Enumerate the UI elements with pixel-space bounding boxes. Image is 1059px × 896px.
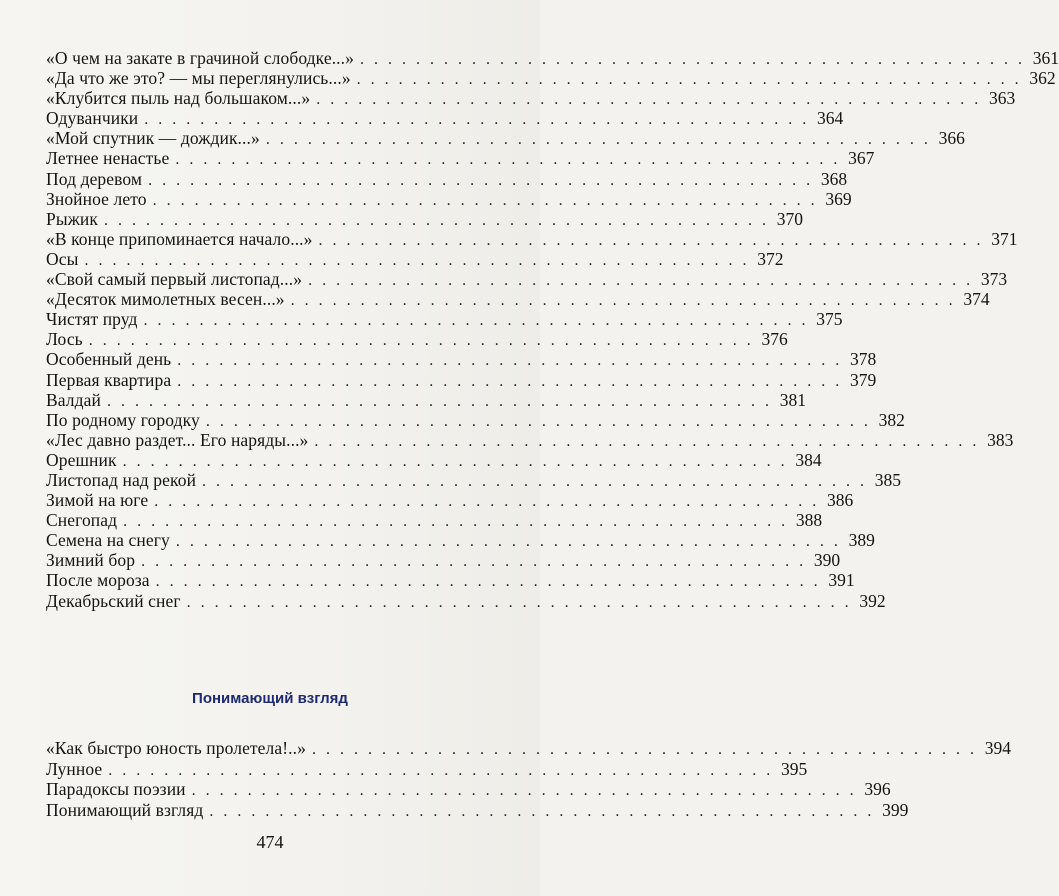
dot-leader [308,271,973,291]
dot-leader [108,761,773,781]
toc-entry-title: Понимающий взгляд [46,799,204,820]
dot-leader [89,331,754,351]
dot-leader [141,552,806,572]
toc-entry-page: 368 [820,168,848,189]
dot-leader [177,372,842,392]
dot-leader [202,472,867,492]
toc-entry-title: Рыжик [46,208,98,229]
toc-entry [46,88,1016,109]
toc-entry [46,369,877,390]
toc-entry-page: 390 [813,550,841,571]
toc-entry-page: 374 [963,289,990,310]
toc-entry-title: «Лес давно раздет... Его наряды...» [46,429,309,450]
toc-entry-title: «Как быстро юность пролетела!..» [46,738,306,758]
toc-entry-page: 375 [816,309,843,330]
toc-entry-page: 367 [848,148,875,169]
toc-entry-title: Чистят пруд [46,309,138,330]
toc-entry [46,449,822,470]
toc-entry-title: «Десяток мимолетных весен...» [46,289,285,310]
toc-entry [46,108,844,129]
toc-entry-title: По родному городку [46,409,200,430]
toc-entry [46,469,902,490]
section-heading: Понимающий взгляд [192,690,348,707]
toc-entry-page: 373 [980,269,1008,290]
toc-entry-title: Особенный день [46,349,172,370]
toc-entry [46,570,855,591]
toc-entry-title: Лось [46,329,83,350]
toc-entry [46,389,806,410]
toc-entry [46,799,909,821]
toc-entry-page: 385 [874,469,902,490]
toc-entry-page: 370 [776,208,803,229]
toc-entry-page: 379 [849,369,877,390]
toc-entry-page: 391 [828,570,855,591]
toc-entry [46,148,875,169]
dot-leader [266,130,931,150]
dot-leader [154,492,819,512]
dot-leader [144,311,809,331]
dot-leader [176,532,841,552]
toc-entry-page: 361 [1032,48,1059,68]
toc-entry [46,349,877,370]
toc-entry-page: 383 [987,429,1014,450]
toc-entry-title: Валдай [46,389,101,410]
toc-entry-title: Осы [46,248,79,269]
dot-leader [144,110,809,130]
toc-entry-page: 388 [795,510,823,531]
toc-entry-page: 399 [882,799,909,820]
dot-leader [357,70,1022,90]
toc-entry-page: 363 [988,88,1016,109]
toc-entry [46,309,843,330]
toc-entry-title: «Клубится пыль над большаком...» [46,88,311,109]
toc-entry [46,738,1011,759]
toc-entry-page: 364 [817,108,844,129]
dot-leader [148,171,813,191]
dot-leader [319,231,984,251]
dot-leader [291,291,956,311]
toc-entry [46,168,848,189]
toc-entry-title: Одуванчики [46,108,139,129]
toc-entry-title: Зимний бор [46,550,136,571]
toc-entry [46,530,875,551]
toc-entry [46,228,1018,249]
toc-entry-page: 369 [825,188,852,209]
dot-leader [206,412,871,432]
toc-entry-title: Семена на снегу [46,530,170,551]
toc-entry-page: 362 [1029,68,1056,89]
toc-entry-page: 394 [984,738,1011,758]
toc-entry-page: 376 [761,329,788,350]
toc-entry-title: Лунное [46,758,103,779]
toc-entry-page: 372 [757,248,784,269]
toc-entry [46,409,905,430]
toc-entry [46,128,965,149]
toc-entry-title: После мороза [46,570,150,591]
toc-entry-page: 389 [848,530,875,551]
dot-leader [123,512,788,532]
toc-entry-title: Парадоксы поэзии [46,779,186,800]
toc-entry [46,550,841,571]
toc-entry-title: Листопад над рекой [46,469,197,490]
toc-entry-title: «В конце припоминается начало...» [46,228,313,249]
toc-entry-page: 378 [850,349,877,370]
dot-leader [153,191,818,211]
toc-entry-title: «О чем на закате в грачиной слободке...» [46,48,354,68]
toc-entry-page: 382 [878,409,905,430]
dot-leader [314,432,979,452]
toc-entry-title: Снегопад [46,510,118,531]
toc-entry [46,329,788,350]
dot-leader [312,740,977,760]
dot-leader [192,781,857,801]
toc-entry [46,208,803,229]
toc-entry [46,758,808,780]
toc-entry [46,429,1014,450]
toc-entry-page: 395 [781,758,808,779]
toc-entry [46,779,891,800]
toc-entry-title: «Мой спутник — дождик...» [46,128,260,149]
toc-entry [46,248,784,269]
toc-entry-page: 366 [938,128,965,149]
toc-entry-title: Знойное лето [46,188,147,209]
toc-entry-page: 386 [826,490,854,511]
dot-leader [316,90,981,110]
toc-entry-title: Первая квартира [46,369,172,390]
toc-entry-title: «Свой самый первый листопад...» [46,269,303,290]
table-of-contents [46,48,1059,611]
toc-entry [46,48,1059,68]
dot-leader [107,392,772,412]
dot-leader [104,211,769,231]
toc-entry [46,68,1056,89]
toc-entry-title: Декабрьский снег [46,590,181,611]
toc-entry [46,289,990,310]
dot-leader [209,802,874,822]
toc-entry-page: 396 [864,779,891,800]
dot-leader [156,572,821,592]
dot-leader [360,50,1025,70]
toc-entry [46,590,886,611]
dot-leader [175,150,840,170]
table-of-contents-section [46,738,1011,820]
toc-entry-title: Летнее ненастье [46,148,170,169]
toc-entry [46,269,1008,290]
toc-entry-page: 392 [859,590,886,611]
toc-entry-title: Орешник [46,449,117,470]
dot-leader [187,593,852,613]
toc-entry-title: Под деревом [46,168,143,189]
toc-entry-page: 384 [795,449,822,470]
toc-entry-title: «Да что же это? — мы переглянулись...» [46,68,351,89]
toc-entry-title: Зимой на юге [46,490,149,511]
toc-entry [46,188,852,209]
toc-entry [46,490,854,511]
dot-leader [84,251,749,271]
toc-entry-page: 371 [991,228,1018,249]
dot-leader [177,351,842,371]
toc-entry [46,510,823,531]
toc-entry-page: 381 [779,389,806,410]
page-number: 474 [256,832,284,852]
dot-leader [123,452,788,472]
